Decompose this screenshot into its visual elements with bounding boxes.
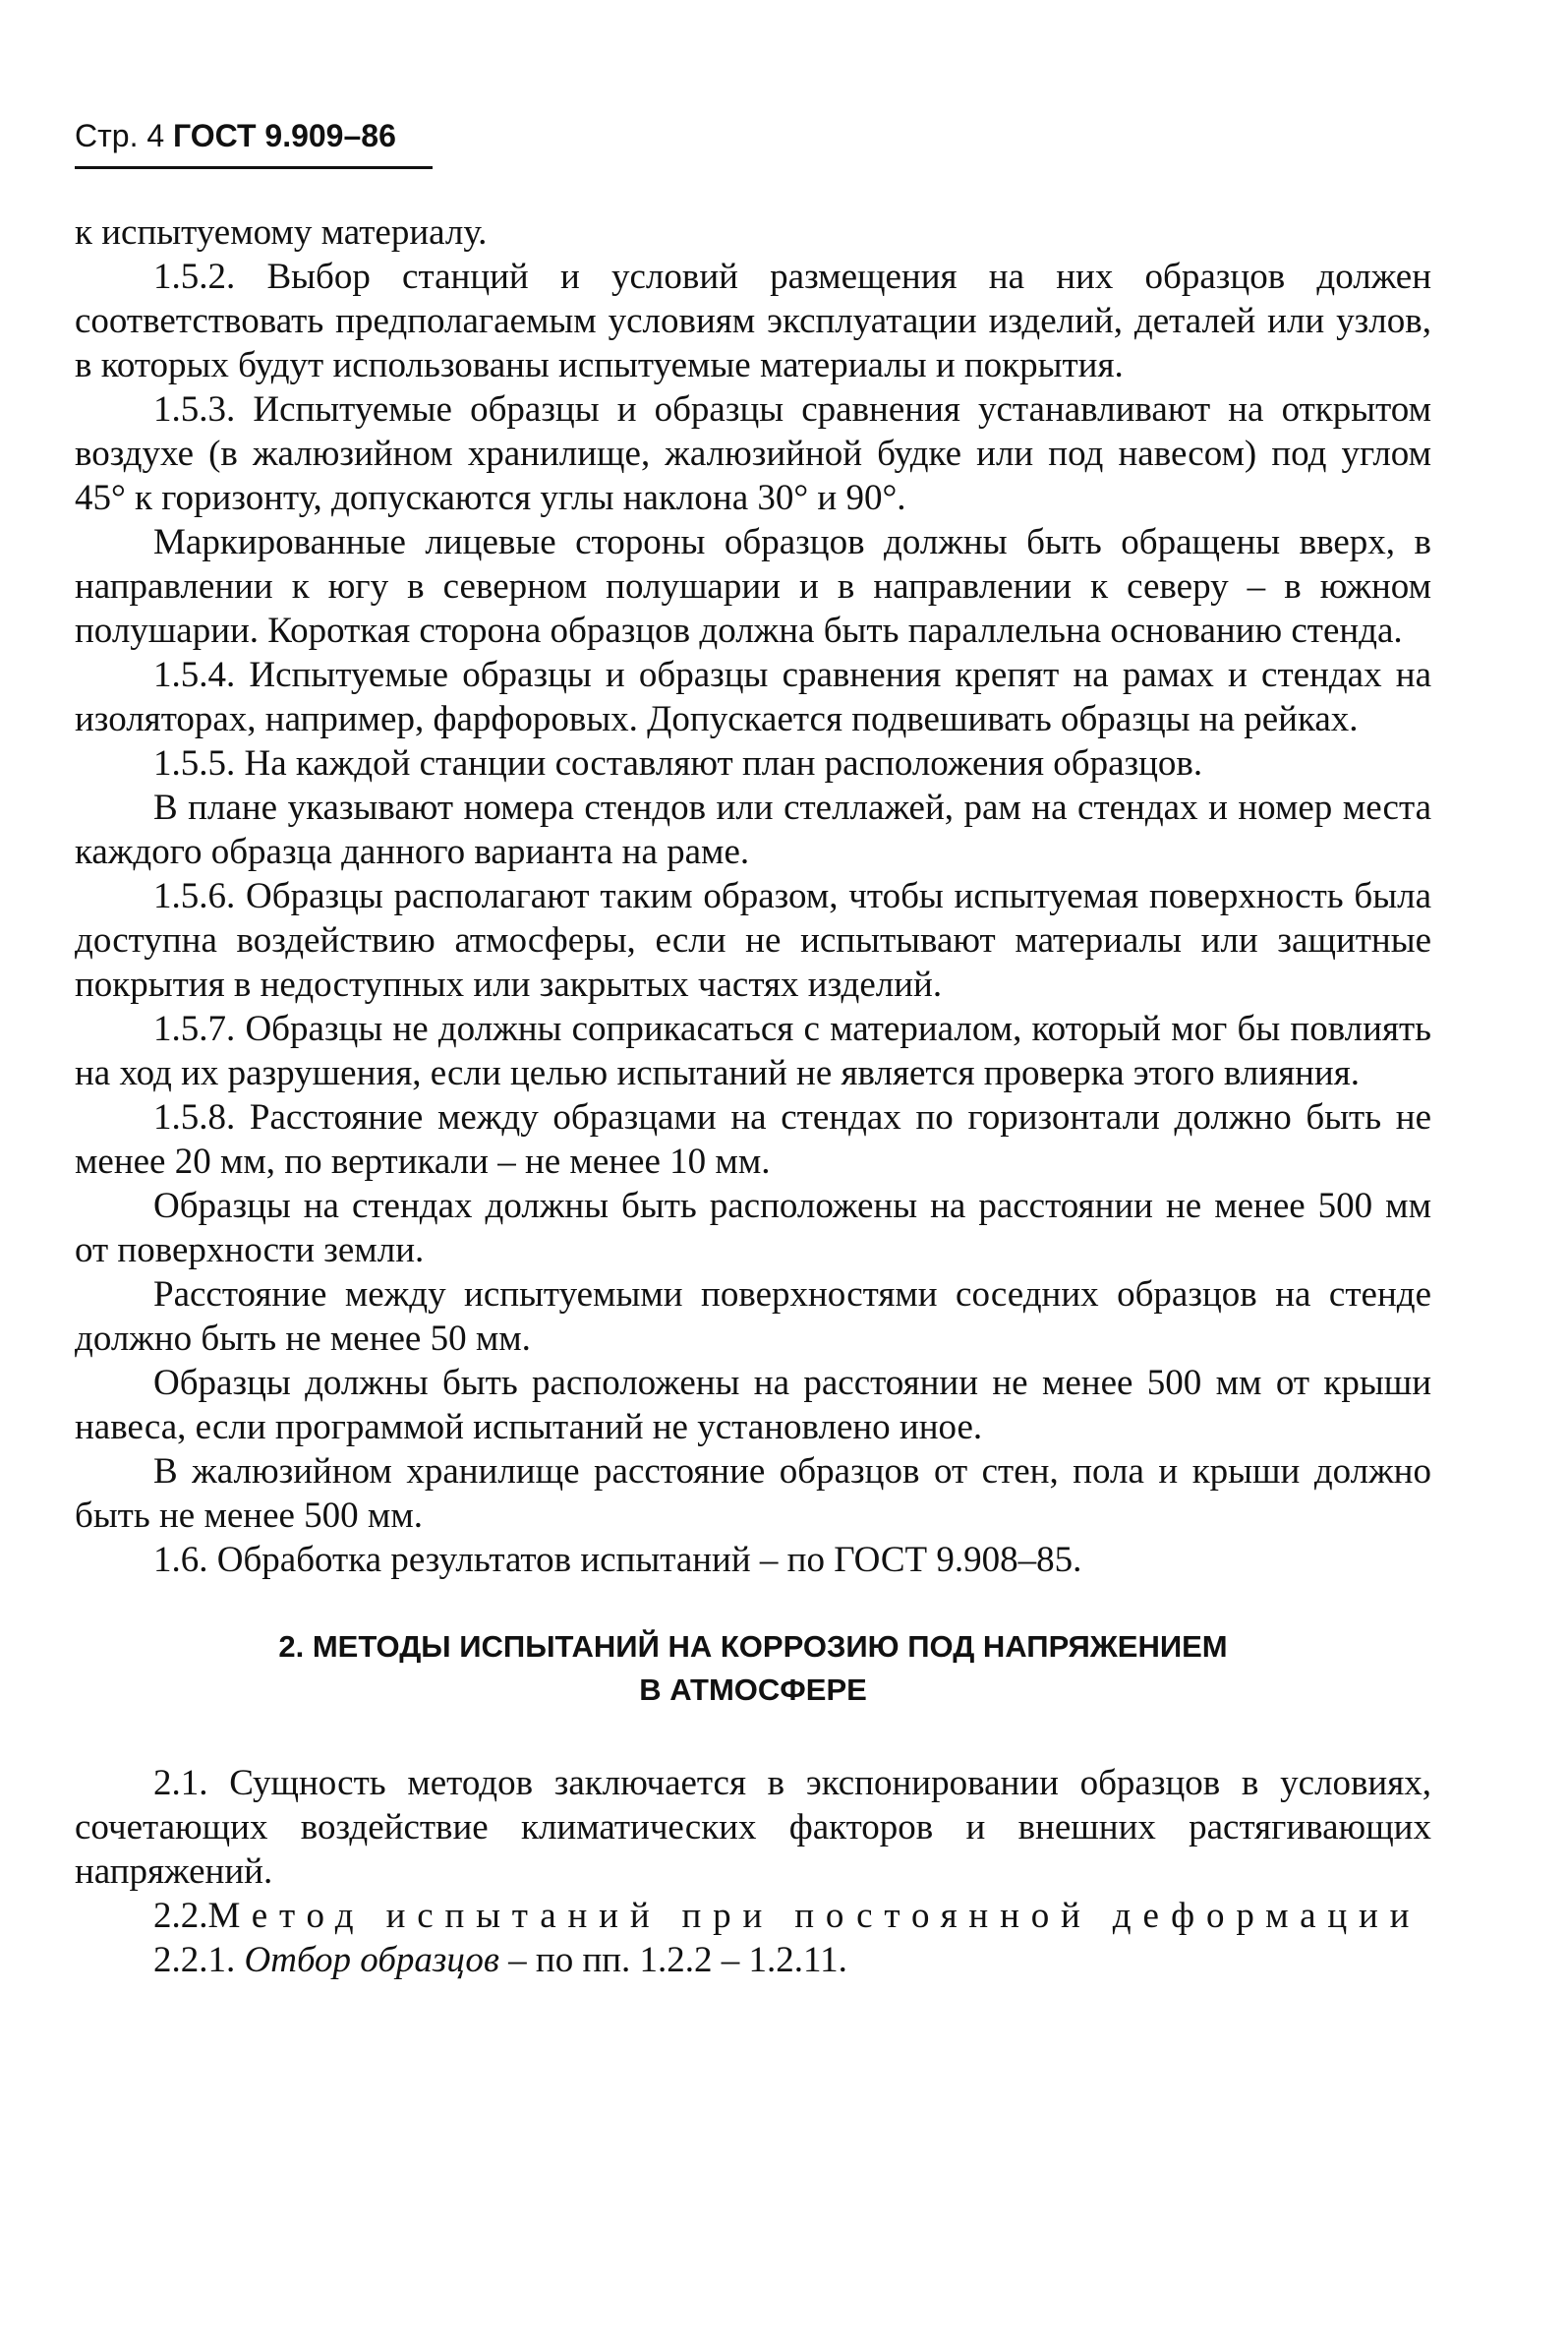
paragraph-2-2-number: 2.2.: [153, 1896, 208, 1936]
paragraph-distance-neighbors: Расстояние между испытуемыми поверхностями соседних образцов на стенде должно быть не менее 50 мм.: [75, 1274, 1431, 1359]
paragraph-distance-roof: Образцы должны быть расположены на расстоянии не менее 500 мм от крыши навеса, если программой испытаний не установлено иное.: [75, 1363, 1431, 1447]
paragraph-1-5-3: 1.5.3. Испытуемые образцы и образцы сравнения устанавливают на открытом воздухе (в жалюзийном хранилище, жалюзийной будке или под навесом) под углом 45° к горизонту, допускаются углы наклона 30° и 90°.: [75, 389, 1431, 518]
paragraph-louvered-storage: В жалюзийном хранилище расстояние образцов от стен, пола и крыши должно быть не менее 500 мм.: [75, 1451, 1431, 1536]
paragraph-2-2-1-number: 2.2.1.: [153, 1940, 236, 1980]
standard-designation: ГОСТ 9.909–86: [173, 118, 396, 153]
paragraph-marking: Маркированные лицевые стороны образцов должны быть обращены вверх, в направлении к югу в северном полушарии и в направлении к северу – в южном полушарии. Короткая сторона образцов должна быть параллельна основанию стенда.: [75, 522, 1431, 651]
paragraph-2-2-term: Метод испытаний при постоянной деформации: [207, 1896, 1422, 1936]
paragraph-2-2: [75, 1894, 1431, 1938]
paragraph-plan: В плане указывают номера стендов или стеллажей, рам на стендах и номер места каждого образца данного варианта на раме.: [75, 788, 1431, 872]
document-body: [75, 210, 1431, 1982]
header-rule: [75, 166, 433, 169]
paragraph-1-5-4: 1.5.4. Испытуемые образцы и образцы сравнения крепят на рамах и стендах на изоляторах, например, фарфоровых. Допускается подвешивать образцы на рейках.: [75, 655, 1431, 739]
paragraph-1-5-7: 1.5.7. Образцы не должны соприкасаться с материалом, который мог бы повлиять на ход их разрушения, если целью испытаний не является проверка этого влияния.: [75, 1009, 1431, 1093]
paragraph-2-2-1-term: Отбор образцов: [244, 1940, 499, 1980]
page-header: [75, 116, 396, 155]
paragraph-1-6: 1.6. Обработка результатов испытаний – по ГОСТ 9.908–85.: [153, 1540, 1082, 1580]
section-2-heading-line-1: 2. МЕТОДЫ ИСПЫТАНИЙ НА КОРРОЗИЮ ПОД НАПРЯЖЕНИЕМ: [278, 1629, 1228, 1664]
paragraph-2-2-1-rest: – по пп. 1.2.2 – 1.2.11.: [508, 1940, 847, 1980]
section-2-heading-line-2: В АТМОСФЕРЕ: [639, 1672, 867, 1707]
paragraph-distance-ground: Образцы на стендах должны быть расположены на расстоянии не менее 500 мм от поверхности земли.: [75, 1186, 1431, 1270]
section-2-heading: [75, 1625, 1431, 1712]
paragraph-1-5-8: 1.5.8. Расстояние между образцами на стендах по горизонтали должно быть не менее 20 мм, по вертикали – не менее 10 мм.: [75, 1097, 1431, 1182]
paragraph-2-2-1: [75, 1938, 1431, 1982]
paragraph-1-5-5: 1.5.5. На каждой станции составляют план расположения образцов.: [153, 743, 1203, 784]
page-number: Стр. 4: [75, 118, 165, 153]
paragraph-1-5-2: 1.5.2. Выбор станций и условий размещения на них образцов должен соответствовать предполагаемым условиям эксплуатации изделий, деталей или узлов, в которых будут использованы испытуемые материалы и покрытия.: [75, 257, 1431, 385]
paragraph-2-1: 2.1. Сущность методов заключается в экспонировании образцов в условиях, сочетающих воздействие климатических факторов и внешних растягивающих напряжений.: [75, 1763, 1431, 1892]
paragraph-1-5-6: 1.5.6. Образцы располагают таким образом, чтобы испытуемая поверхность была доступна воздействию атмосферы, если не испытывают материалы или защитные покрытия в недоступных или закрытых частях изделий.: [75, 876, 1431, 1005]
paragraph-continuation: к испытуемому материалу.: [75, 212, 488, 253]
